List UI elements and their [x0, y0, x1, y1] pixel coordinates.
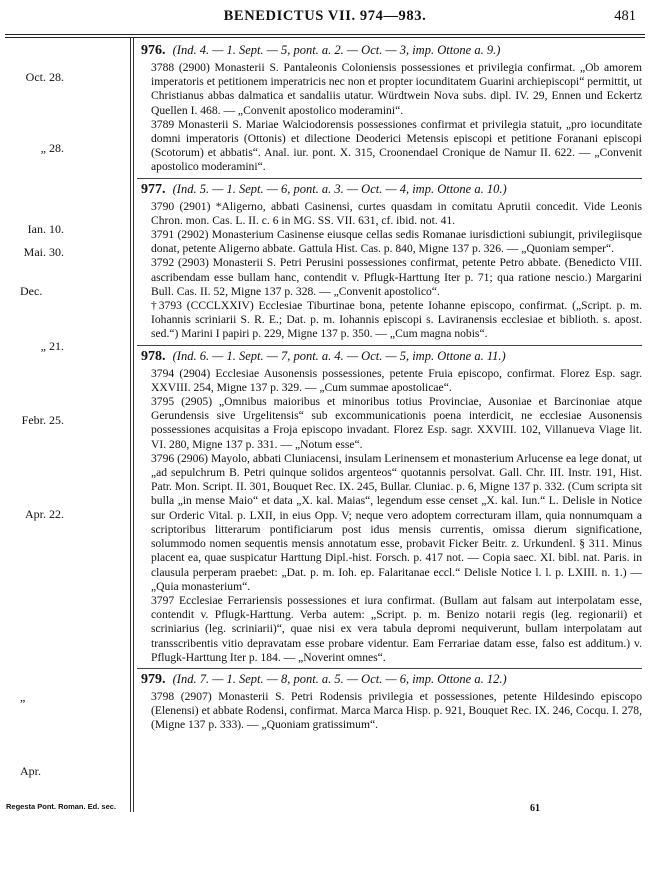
- page-number: 481: [614, 8, 636, 24]
- regest-entry: 3797 Ecclesiae Ferrariensis possessiones et iura confirmat. (Bullam aut falsam aut interpolatam esse, contendit v. Pflugk-Harttung. Verba autem: „Script. p. m. Benizo notarii regis (leg. regionarii) et scriniarius (leg. scriniarii)“, quae nisi ex vera tabula depromi nequiverunt, bullam interpolatam aut transscribentis vitio depravatam esse probare videntur. Eam Ferrariae datam esse, falso est additum.) v. Pflugk-Harttung Iter p. 184. — „Noverint omnes“.: [151, 593, 642, 664]
- running-head: [0, 8, 650, 28]
- regest-entry: 3791 (2902) Monasterium Casinense eiusque cellas sedis Romanae iurisdictioni subiungit, privilegiisque donat, petente Aligerno abbate. Gattula Hist. Cas. p. 840, Migne 137 p. 326. — „Quoniam semper“.: [151, 228, 642, 256]
- year-number: 979.: [141, 671, 166, 687]
- regest-entry: 3794 (2904) Ecclesiae Ausonensis possessiones, petente Fruia episcopo, confirmat. Florez Esp. sagr. XXVIII. 254, Migne 137 p. 329. — „Cum summae apostolicae“.: [151, 366, 642, 394]
- year-indiction: (Ind. 5. — 1. Sept. — 6, pont. a. 3. — Oct. — 4, imp. Ottone a. 10.): [172, 181, 507, 196]
- margin-date: Febr. 25.: [21, 413, 64, 427]
- header-rule-thin: [5, 37, 645, 38]
- header-rule: [5, 34, 645, 35]
- year-number: 976.: [141, 43, 166, 58]
- year-heading: [137, 668, 642, 690]
- signature-mark: 61: [530, 803, 540, 814]
- margin-date: Oct. 28.: [25, 70, 64, 84]
- margin-date: Apr.: [20, 764, 41, 778]
- regest-entry: 3796 (2906) Mayolo, abbati Cluniacensi, insulam Lerinensem et monasterium Arlucense ea lege donat, ut „ad sepulchrum B. Petri quinque solidos argenteos“ quotannis persolvat. Gall. Chr. III. Instr. 191, Hist. Patr. Mon. Script. II. 301, Bouquet Rec. IX. 245, Bullar. Cluniac. p. 6, Migne 137 p. 332. (Cum scripta sit bulla „in mense Maio“ et data „X. kal. Maias“, legendum esse censet „X. kal. Iun.“ L. Delisle in Notice sur Orderic Vital. p. LXII, in eius Opp. V; neque vero adoptem correcturam illam, quia nonnumquam a scriptoribus litterarum pontificiarum post idus mensis currentis, omissa dierum significatione, solummodo nomen sequentis mensis annotatum esse, probavit Ficker Beitr. z. Urkundenl. § 311. Minus placent ea, quae suspicatur Harttung Dipl.-hist. Forsch. p. 417 not. — Copia saec. XI. bibl. nat. Paris. in clausula perperam praebet: „Dat. p. m. Ioh. ep. Falaritanae eccl.“ Delisle Notice l. l. p. LXIII. n. 1.) — „Quia monasterium“.: [151, 451, 642, 593]
- year-heading: [137, 40, 642, 61]
- margin-date: Dec.: [20, 284, 43, 298]
- regest-entry: 3792 (2903) Monasterii S. Petri Perusini possessiones confirmat, petente Petro abbate. (Benedicto VIII. ascribendam esse bullam hanc, contendit v. Pflugk-Harttung Iter p. 71; qua ratione nescio.) Margarini Bull. Cas. II. 52, Migne 137 p. 328. — „Convenit apostolico“.: [151, 256, 642, 298]
- margin-date: Ian. 10.: [27, 222, 64, 236]
- year-number: 978.: [141, 348, 166, 364]
- year-indiction: (Ind. 6. — 1. Sept. — 7, pont. a. 4. — Oct. — 5, imp. Ottone a. 11.): [172, 348, 506, 363]
- column-separator-inner: [133, 37, 134, 812]
- register-column: [137, 40, 642, 733]
- printer-signature: Regesta Pont. Roman. Ed. sec.: [6, 802, 117, 811]
- year-indiction: (Ind. 7. — 1. Sept. — 8, pont. a. 5. — Oct. — 6, imp. Ottone a. 12.): [172, 671, 507, 686]
- regest-entry: 3788 (2900) Monasterii S. Pantaleonis Coloniensis possessiones et privilegia confirmat. „Ob amorem imperatoris et petitionem imperatricis nec non et propter iocunditatem Guarini archiepiscopi“ permittit, ut Christianus abbas dalmatica et sandaliis utatur. Würdtwein Nova subs. dipl. IV. 29, Ennen und Eckertz Quellen I. 468. — „Convenit apostolico moderamini“.: [151, 61, 642, 117]
- margin-date: Mai. 30.: [23, 245, 64, 259]
- year-heading: [137, 178, 642, 200]
- margin-date: „: [20, 690, 26, 704]
- margin-date: Apr. 22.: [25, 507, 64, 521]
- page-title: BENEDICTUS VII. 974—983.: [223, 8, 427, 24]
- regest-entry: 3795 (2905) „Omnibus maioribus et minoribus totius Provinciae, Ausoniae et Barcinoniae atque Gerundensis sive Urgelitensis“ sub excommunicationis poena interdicit, ne ecclesiae Ausonensis possessiones acquisitas a Froja episcopo invadant. Florez Esp. sagr. XXVIII. 102, Villanueva Viage lit. VI. 280, Migne 137 p. 331. — „Notum esse“.: [151, 395, 642, 451]
- regest-entry: 3789 Monasterii S. Mariae Walciodorensis possessiones confirmat et privilegia statuit, „pro iocunditate domni imperatoris (Ottonis) et dilectione Deoderici Metensis episcopi et petitione Foranani episcopi (Scotorum) et abbatis“. Anal. iur. pont. X. 315, Croonendael Cronique de Namur II. 622. — „Convenit apostolico moderamini“.: [151, 117, 642, 174]
- regest-entry: 3798 (2907) Monasterii S. Petri Rodensis privilegia et possessiones, petente Hildesindo episcopo (Elenensi) et abbate Rodensi, confirmat. Marca Marca Hisp. p. 921, Bouquet Rec. IX. 246, Cocqu. I. 278, (Migne 137 p. 333). — „Quoniam gratissimum“.: [151, 689, 642, 732]
- column-separator: [130, 37, 131, 812]
- year-heading: [137, 345, 642, 367]
- margin-date: „ 28.: [40, 141, 64, 155]
- regest-entry: †3793 (CCCLXXIV) Ecclesiae Tiburtinae bona, petente Iohanne episcopo, confirmat. („Script. p. m. Iohannis scriniarii S. R. E.; Dat. p. m. Iohannis episcopi s. Laviranensis ecclesiae et biblioth. s. apost. sed.“) Marini I papiri p. 229, Migne 137 p. 350. — „Cum magna nobis“.: [151, 299, 642, 341]
- year-indiction: (Ind. 4. — 1. Sept. — 5, pont. a. 2. — Oct. — 3, imp. Ottone a. 9.): [172, 43, 501, 57]
- year-number: 977.: [141, 181, 166, 197]
- margin-date: „ 21.: [40, 339, 64, 353]
- regest-entry: 3790 (2901) *Aligerno, abbati Casinensi, curtes quasdam in comitatu Aprutii concedit. Vide Leonis Chron. mon. Cas. L. II. c. 6 in MG. SS. VII. 631, cf. ibid. not. 41.: [151, 199, 642, 227]
